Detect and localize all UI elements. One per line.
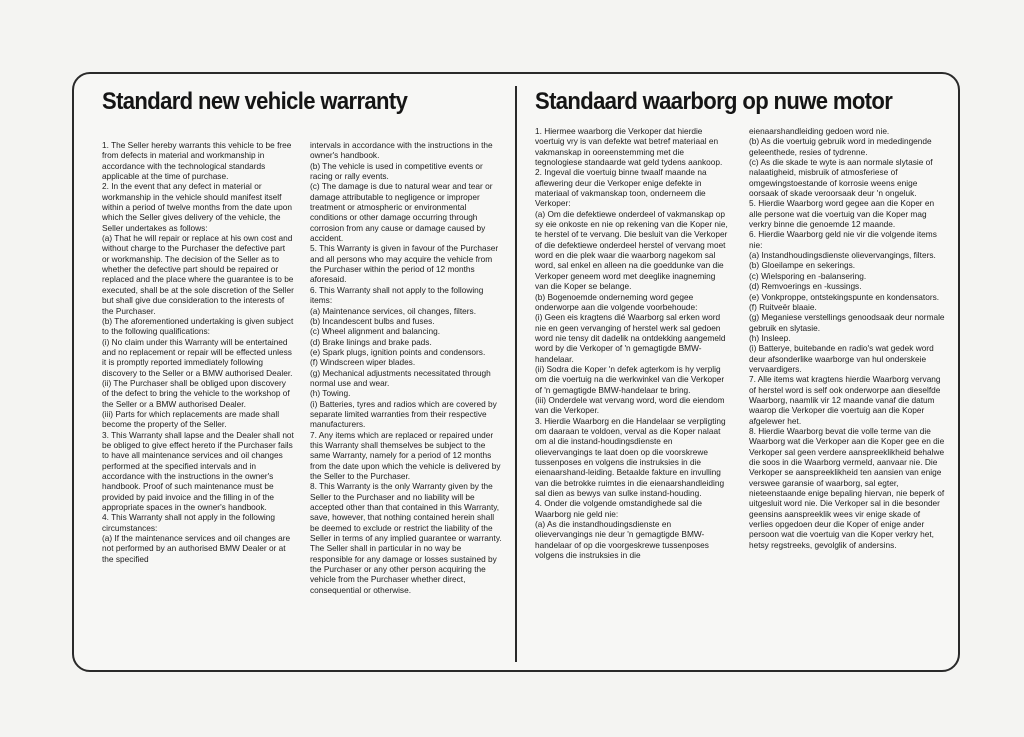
clause: 8. Hierdie Waarborg bevat die volle terme van die Waarborg wat die Verkoper aan die Koper gee en die Verkoper sal geen verdere aanspreeklikheid behalwe die soos in die Waarborg vermeld, aanvaar nie. Die Verkoper se aanspreeklikheid ten aansien van enige verswee garansie of waarborg, sal egter, nieteenstaande enige bepaling hiervan, nie beperk of uitgesluit word nie. Die Verkoper sal in die besonder geensins aanspreeklik wees vir enige skade of verlies opgedoen deur die Koper of enige ander persoon wat die voertuig van die Koper verkry het, hetsy regstreeks, gevolglik of andersins. <box>749 425 945 550</box>
clause: (c) As die skade te wyte is aan normale slytasie of nalaatigheid, misbruik of atmosferiese of omgewingstoestande of korrosie weens enige oorsaak of skade veroorsaak deur 'n ongeluk. <box>749 157 933 199</box>
clause: (d) Remvoerings en -kussings. <box>749 281 862 292</box>
clause: 6. This Warranty shall not apply to the following items: <box>310 284 484 306</box>
clause: (iii) Parts for which replacements are made shall become the property of the Seller. <box>102 408 280 430</box>
clause: eienaarshandleiding gedoen word nie. <box>749 126 890 136</box>
column-divider <box>515 86 517 662</box>
clause: 3. This Warranty shall lapse and the Dealer shall not be obliged to give effect hereto if the Purchaser fails to have all maintenance services and oil changes performed at the specified intervals and in accordance with the instructions in the owner's handbook. Proof of such maintenance must be provided by paid invoice and the filling in of the appropriate spaces in the owner's handbook. <box>102 429 294 513</box>
clause: (b) The vehicle is used in competitive events or racing or rally events. <box>310 160 483 182</box>
clause: 7. Alle items wat kragtens hierdie Waarborg vervang of herstel word is self ook onderworpe aan dieselfde Waarborg, naamlik vir 12 maande vanaf die datum waarop die Verkoper die voertuig aan die Koper afgelewer het. <box>749 374 941 426</box>
clause: (a) Om die defektiewe onderdeel of vakmanskap op sy eie onkoste en nie op rekening van die Koper nie, te herstel of te vervang. Die besluit van die Verkoper of die defektiewe onderdeel herstel of vervang moet word en die plek waar die waarborg nagekom sal word, sal enkel en alleen na die goeddunke van die Verkoper geneem word met deeglike inagneming van die Koper se belange. <box>535 208 728 292</box>
clause: (d) Brake linings and brake pads. <box>310 336 432 347</box>
clause: (ii) The Purchaser shall be obliged upon discovery of the defect to bring the vehicle to the workshop of the Seller or a BMW authorised Dealer. <box>102 377 290 409</box>
clause: 1. The Seller hereby warrants this vehicle to be free from defects in material and workmanship in accordance with the technological standards applicable at the time of purchase. <box>102 140 292 182</box>
clause: 5. This Warranty is given in favour of the Purchaser and all persons who may acquire the vehicle from the Purchaser within the period of 12 months aforesaid. <box>310 243 499 285</box>
english-title: Standard new vehicle warranty <box>102 88 408 115</box>
clause: (c) Wheel alignment and balancing. <box>310 326 441 337</box>
clause: 6. Hierdie Waarborg geld nie vir die volgende items nie: <box>749 229 937 250</box>
clause: (e) Vonkproppe, ontstekingspunte en kondensators. <box>749 291 940 302</box>
clause: (i) Batterye, buitebande en radio's wat gedek word deur afsonderlike waarborge van hul onderskeie vervaardigers. <box>749 343 934 374</box>
clause: (a) Instandhoudingsdienste olievervangings, filters. <box>749 250 936 261</box>
english-column-1 <box>102 140 294 595</box>
clause: 5. Hierdie Waarborg word gegee aan die Koper en alle persone wat die voertuig van die Koper mag verkry binne die genoemde 12 maande. <box>749 198 935 230</box>
clause: (g) Mechanical adjustments necessitated through normal use and wear. <box>310 367 491 388</box>
clause: 2. Ingeval die voertuig binne twaalf maande na aflewering deur die Verkoper enige defekte in materiaal of vakmanskap toon, onderneem die Verkoper: <box>535 167 707 209</box>
clause: (b) Incandescent bulbs and fuses. <box>310 315 435 326</box>
afrikaans-title: Standaard waarborg op nuwe motor <box>535 88 893 115</box>
clause: (c) Wielsporing en -balansering. <box>749 270 867 281</box>
clause: (h) Towing. <box>310 388 351 399</box>
clause: (a) Maintenance services, oil changes, filters. <box>310 305 477 316</box>
english-column-2 <box>310 140 502 595</box>
clause: (b) The aforementioned undertaking is given subject to the following qualifications: <box>102 315 294 337</box>
clause: 8. This Warranty is the only Warranty given by the Seller to the Purchaser and no liability will be accepted other than that contained in this Warranty, save, however, that nothing contained herein shall be deemed to exclude or restrict the liability of the Seller in terms of any implied guarantee or warranty. The Seller shall in particular in no way be responsible for any damage or losses sustained by the Purchaser or any other person acquiring the vehicle from the Purchaser whether direct, consequential or otherwise. <box>310 481 502 595</box>
clause: intervals in accordance with the instructions in the owner's handbook. <box>310 140 493 161</box>
clause: (e) Spark plugs, ignition points and condensors. <box>310 346 486 357</box>
clause: (a) As die instandhoudingsdienste en olievervangings nie deur 'n gemagtigde BMW-handelaar of op die voorgeskrewe tussenposes volgens die instruksies in die <box>535 519 709 561</box>
clause: 4. This Warranty shall not apply in the following circumstances: <box>102 512 275 533</box>
clause: 4. Onder die volgende omstandighede sal die Waarborg nie geld nie: <box>535 498 702 519</box>
clause: (a) If the maintenance services and oil changes are not performed by an authorised BMW Dealer or at the specified <box>102 533 291 564</box>
clause: (f) Windscreen wiper blades. <box>310 357 416 368</box>
clause: (iii) Onderdele wat vervang word, word die eiendom van die Verkoper. <box>535 394 725 416</box>
clause: (b) As die voertuig gebruik word in mededingende geleenthede, resies of tydrenne. <box>749 136 932 157</box>
clause: (c) The damage is due to natural wear and tear or damage attributable to negligence or improper treatment or atmospheric or environmental conditions or other damage occurring through corrosion from any cause or damage caused by accident. <box>310 181 493 244</box>
clause: (f) Ruitveër blaaie. <box>749 301 817 312</box>
clause: (g) Meganiese verstellings genoodsaak deur normale gebruik en slytasie. <box>749 312 945 333</box>
warranty-card <box>72 72 960 672</box>
afrikaans-columns <box>535 126 945 560</box>
afrikaans-column-1 <box>535 126 731 560</box>
clause: (i) Geen eis kragtens dié Waarborg sal erken word nie en geen vervanging of herstel werk sal gedoen word nie tensy dit dadelik na ontdekking aangemeld word by die Verkoper of 'n gemagtigde BMW-handelaar. <box>535 312 726 364</box>
afrikaans-warranty-panel <box>535 88 945 560</box>
clause: (i) No claim under this Warranty will be entertained and no replacement or repair will be effected unless it is promptly reported immediately following discovery to the Seller or a BMW authorised Dealer. <box>102 336 293 378</box>
english-columns <box>102 140 502 595</box>
clause: (h) Insleep. <box>749 332 791 343</box>
english-warranty-panel <box>102 88 502 595</box>
afrikaans-column-2 <box>749 126 945 560</box>
clause: (b) Gloeilampe en sekerings. <box>749 260 856 271</box>
clause: 7. Any items which are replaced or repaired under this Warranty shall themselves be subject to the same Warranty, namely for a period of 12 months from the date upon which the vehicle is delivered by the Seller to the Purchaser. <box>310 429 501 481</box>
clause: 1. Hiermee waarborg die Verkoper dat hierdie voertuig vry is van defekte wat betref materiaal en vakmanskap in ooreenstemming met die tegnologiese standaarde wat geld tydens aankoop. <box>535 126 723 168</box>
clause: (a) That he will repair or replace at his own cost and without charge to the Purchaser the defective part or workmanship. The decision of the Seller as to whether the defective part should be repaired or replaced and the place where the guarantee is to be executed, shall be at the sole discretion of the Seller but shall give due consideration to the interests of the Purchaser. <box>102 233 294 316</box>
clause: 3. Hierdie Waarborg en die Handelaar se verpligting om daaraan te voldoen, verval as die Koper nalaat om al die instand-houdingsdienste en olievervangings te laat doen op die voorskrewe tussenposes en volgens die instruksies in die eienaarshand-leiding. Betaalde fakture en invulling van die betrokke ruimtes in die eienaarshandleiding sal dien as bewys van sulke instand-houding. <box>535 415 726 499</box>
clause: 2. In the event that any defect in material or workmanship in the vehicle should manifest itself within a period of twelve months from the date upon which the Seller gives delivery of the vehicle, the Seller undertakes as follows: <box>102 181 293 233</box>
clause: (ii) Sodra die Koper 'n defek agterkom is hy verplig om die voertuig na die werkwinkel van die Verkoper of 'n gemagtigde BMW-handelaar te bring. <box>535 363 725 395</box>
clause: (i) Batteries, tyres and radios which are covered by separate limited warranties from their respective manufacturers. <box>310 398 497 430</box>
clause: (b) Bogenoemde onderneming word gegee onderworpe aan die volgende voorbehoude: <box>535 291 698 312</box>
